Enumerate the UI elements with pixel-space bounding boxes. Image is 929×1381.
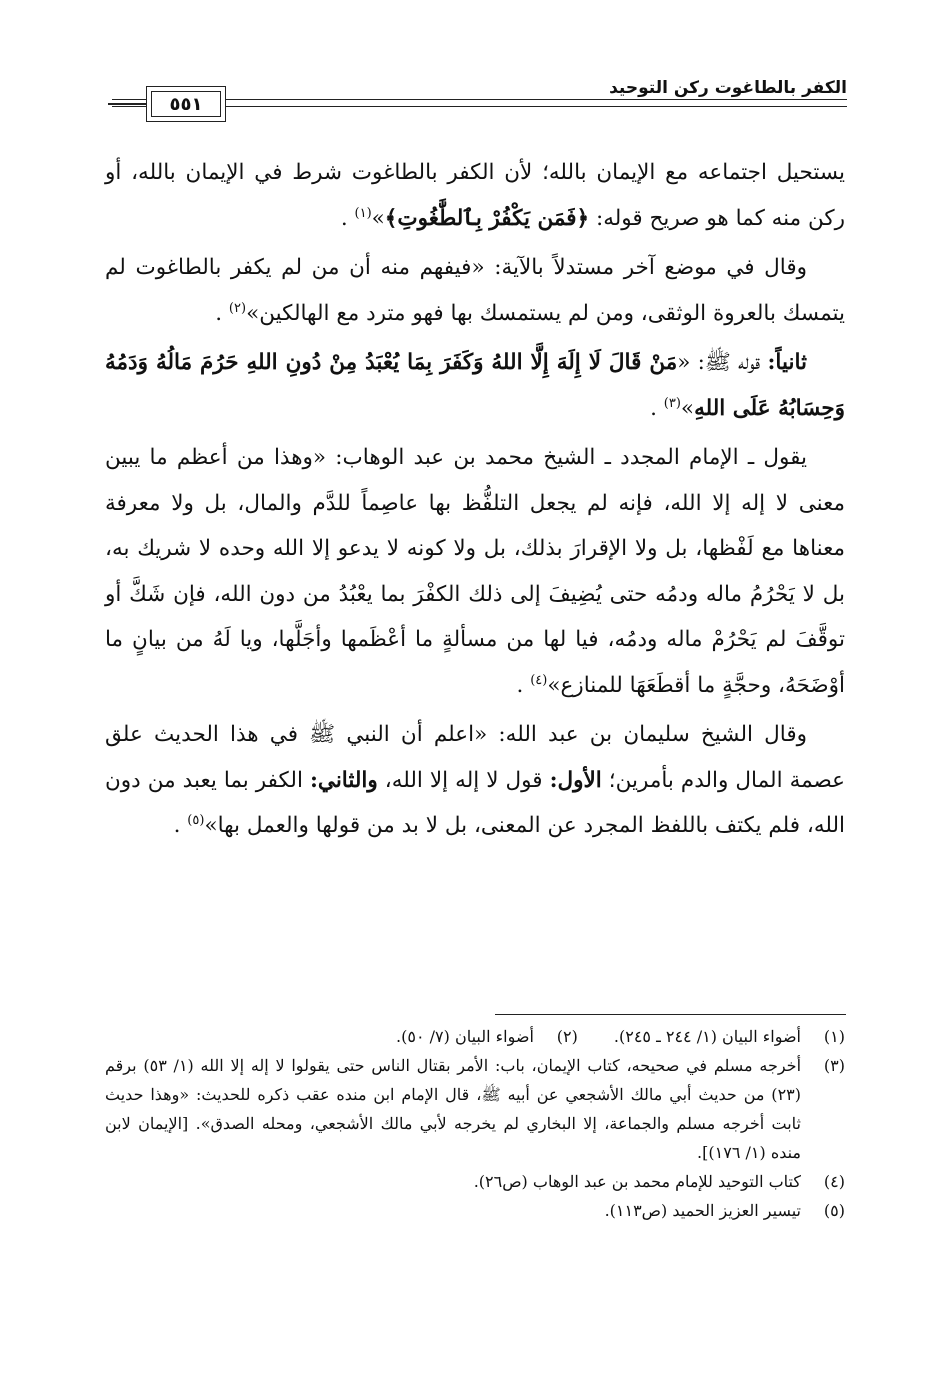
paragraph-2: وقال في موضع آخر مستدلاً بالآية: «فيفهم منه أن من لم يكفر بالطاغوت لم يتمسك بالعروة الوثقى، ومن لم يستمسك بها فهو مترد مع الهالكين»$^{(٢)}$ . [105, 255, 845, 326]
footnote-3: (٣) أخرجه مسلم في صحيحه، كتاب الإيمان، باب: الأمر بقتال الناس حتى يقولوا لا إله إلا الله (١/ ٥٣) برقم (٢٣) من حديث أبي مالك الأشجعي عن أبيه ﷺ، قال الإمام ابن منده عقب ذكره للحديث: «وهذا حديث ثابت أخرجه مسلم والجماعة، إلا البخاري لم يخرجه لأبي مالك الأشجعي، ومحله الصدق». [الإيمان لابن منده (١/ ١٧٦)]. [105, 1056, 845, 1162]
footnote-4: (٤) كتاب التوحيد للإمام محمد بن عبد الوهاب (ص٢٦). [473, 1172, 845, 1191]
hadith-quote: مَنْ قَالَ لَا إِلَهَ إِلَّا اللهُ وَكَفَرَ بِمَا يُعْبَدُ مِنْ دُونِ اللهِ حَرُمَ مَالُهُ وَدَمُهُ وَحِسَابُهُ عَلَى اللهِ [105, 350, 845, 421]
section-lead: ثانياً: [767, 350, 807, 375]
footnote-row [105, 1022, 845, 1051]
footnotes [105, 1022, 845, 1225]
paragraph-3: ثانياً: قوله ﷺ: «مَنْ قَالَ لَا إِلَهَ إِلَّا اللهُ وَكَفَرَ بِمَا يُعْبَدُ مِنْ دُونِ اللهِ حَرُمَ مَالُهُ وَدَمُهُ وَحِسَابُهُ عَلَى اللهِ»$^{(٣)}$ . [105, 350, 845, 421]
page-number-frame [146, 86, 226, 122]
page-number: ٥٥١ [151, 91, 221, 117]
paragraph-5: وقال الشيخ سليمان بن عبد الله: «اعلم أن النبي ﷺ في هذا الحديث علق عصمة المال والدم بأمرين؛ الأول: قول لا إله إلا الله، والثاني: الكفر بما يعبد من دون الله، فلم يكتف باللفظ المجرد عن المعنى، بل لا بد من قولها والعمل بها»$^{(٥)}$ . [105, 722, 845, 838]
paragraph-4: يقول ـ الإمام المجدد ـ الشيخ محمد بن عبد الوهاب: «وهذا من أعظم ما يبين معنى لا إله إلا الله، فإنه لم يجعل التلفُّظ بها عاصِماً للدَّم والمال، بل ولا معرفة معناها مع لَفْظها، بل ولا الإقرارَ بذلك، بل ولا كونه لا يدعو إلا الله وحده لا شريك به، بل لا يَحْرُمُ ماله ودمُه حتى يُضِيفَ إلى ذلك الكفْرَ بما يعْبُدُ من دون الله، فإن شَكَّ أو توقَّفَ لم يَحْرُمْ ماله ودمُه، فيا لها من مسألةٍ ما أعْظَمها وأجَلَّها، ويا لَهُ من بيانٍ ما أوْضَحَهُ، وحجَّةٍ ما أقطَعَهَا للمنازع»$^{(٤)}$ . [105, 445, 845, 698]
footnote-ref: (٢) [228, 300, 247, 316]
running-title: الكفر بالطاغوت ركن التوحيد [609, 78, 847, 98]
footnote-ref: (١) [354, 205, 372, 221]
footnote-separator [495, 1014, 846, 1015]
header-rule-stub [108, 103, 146, 105]
footnote-ref: (٤) [530, 672, 548, 688]
footnote-1: (١) أضواء البيان (١/ ٢٤٤ ـ ٢٤٥). [613, 1027, 845, 1046]
footnote-5: (٥) تيسير العزيز الحميد (ص١١٣). [604, 1201, 845, 1220]
main-text [105, 150, 845, 853]
footnote-ref: (٥) [187, 812, 205, 828]
quran-quote: ﴿فَمَن يَكْفُرْ بِٱلطَّٰغُوتِ﴾ [384, 205, 590, 231]
footnote-2: (٢) أضواء البيان (٧/ ٥٠). [396, 1027, 578, 1046]
paragraph-1: يستحيل اجتماعه مع الإيمان بالله؛ لأن الكفر بالطاغوت شرط في الإيمان بالله، أو ركن منه كما هو صريح قوله: ﴿فَمَن يَكْفُرْ بِٱلطَّٰغُوتِ﴾»$^{(١)}$ . [105, 160, 845, 231]
footnote-ref: (٣) [663, 395, 681, 411]
